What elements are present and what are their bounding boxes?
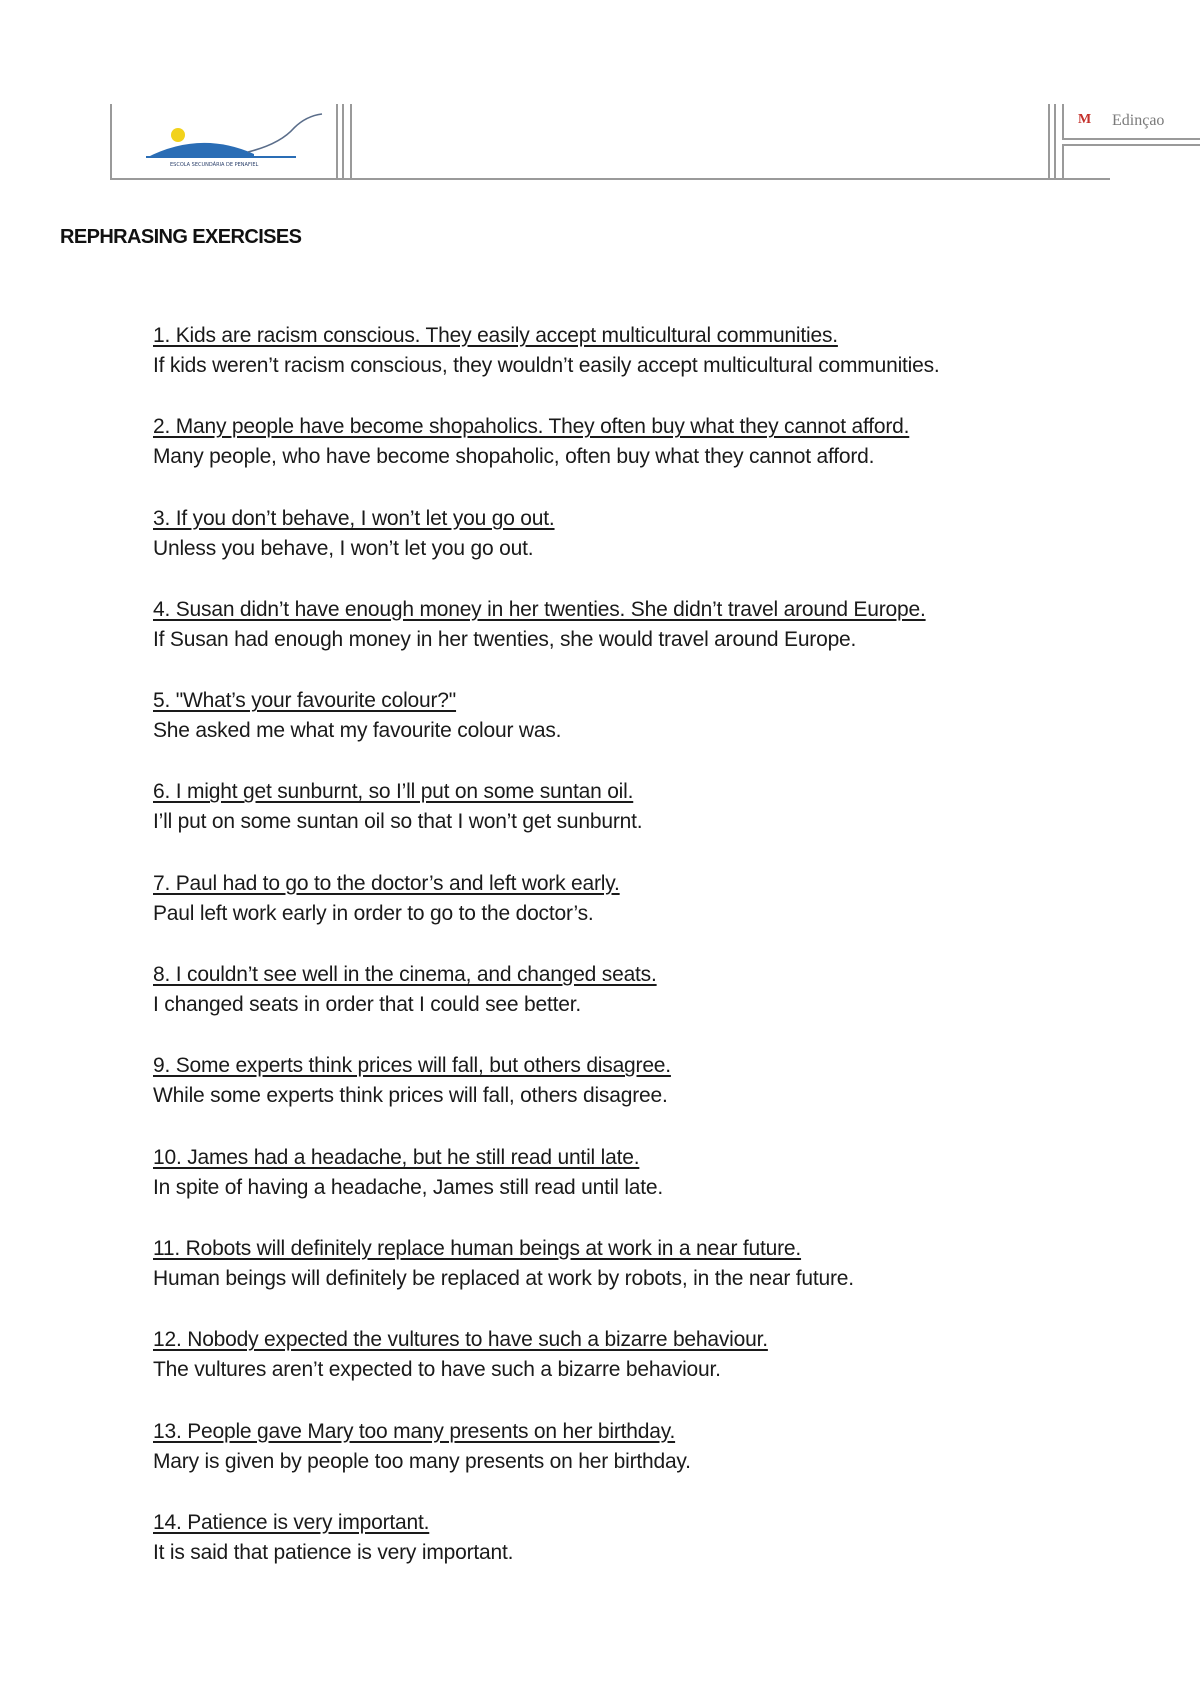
exercise-item (153, 504, 1153, 595)
header-title-cell (350, 104, 1056, 178)
header-table (110, 104, 1165, 180)
exercise-item (153, 1234, 1153, 1325)
exercise-answer: I changed seats in order that I could see better. (153, 993, 581, 1017)
exercise-answer: It is said that patience is very important. (153, 1540, 514, 1564)
exercise-prompt: 12. Nobody expected the vultures to have such a bizarre behaviour. (153, 1328, 768, 1352)
exercise-prompt: 2. Many people have become shopaholics. They often buy what they cannot afford. (153, 415, 910, 439)
exercise-answer: While some experts think prices will fall, others disagree. (153, 1084, 668, 1108)
exercise-answer: Paul left work early in order to go to the doctor’s. (153, 901, 594, 925)
exercise-item (153, 412, 1153, 503)
exercise-item (153, 1051, 1153, 1142)
exercise-item (153, 321, 1153, 412)
exercise-prompt: 1. Kids are racism conscious. They easily accept multicultural communities. (153, 324, 838, 347)
exercise-prompt: 10. James had a headache, but he still read until late. (153, 1145, 640, 1169)
publisher-name: Edinçao (1112, 112, 1165, 129)
exercise-item (153, 595, 1153, 686)
school-logo-cell (112, 104, 344, 178)
exercise-prompt: 6. I might get sunburnt, so I’ll put on some suntan oil. (153, 780, 634, 804)
exercise-prompt: 14. Patience is very important. (153, 1510, 430, 1534)
exercise-prompt: 8. I couldn’t see well in the cinema, and changed seats. (153, 963, 657, 987)
school-logo-icon (130, 110, 330, 174)
exercise-answer: If kids weren’t racism conscious, they wouldn’t easily accept multicultural communities. (153, 354, 940, 377)
exercise-answer: I’ll put on some suntan oil so that I won’t get sunburnt. (153, 810, 643, 834)
exercise-prompt: 9. Some experts think prices will fall, but others disagree. (153, 1054, 671, 1078)
publisher-mark: M (1078, 112, 1092, 127)
publisher-cell (1058, 104, 1200, 178)
school-logo-text: ESCOLA SECUNDÁRIA DE PENAFIEL (170, 162, 259, 168)
exercise-item (153, 869, 1153, 960)
exercise-answer: Unless you behave, I won’t let you go out. (153, 536, 534, 560)
exercise-prompt: 5. "What’s your favourite colour?" (153, 689, 457, 713)
exercise-prompt: 13. People gave Mary too many presents on her birthday. (153, 1419, 676, 1443)
exercise-item (153, 777, 1153, 868)
publisher-logo-box (1062, 104, 1200, 140)
exercise-item (153, 1143, 1153, 1234)
exercise-prompt: 11. Robots will definitely replace human beings at work in a near future. (153, 1236, 802, 1260)
exercise-item (153, 1325, 1153, 1416)
exercise-list (153, 321, 1153, 1599)
header-empty-cell (1062, 144, 1200, 178)
exercise-answer: In spite of having a headache, James still read until late. (153, 1175, 664, 1199)
exercise-answer: She asked me what my favourite colour was. (153, 719, 562, 743)
exercise-item (153, 1417, 1153, 1508)
exercise-answer: Human beings will definitely be replaced at work by robots, in the near future. (153, 1266, 854, 1290)
exercise-answer: Mary is given by people too many presents on her birthday. (153, 1449, 691, 1473)
exercise-item (153, 686, 1153, 777)
exercise-item (153, 960, 1153, 1051)
exercise-answer: If Susan had enough money in her twenties, she would travel around Europe. (153, 627, 857, 651)
exercise-answer: The vultures aren’t expected to have such a bizarre behaviour. (153, 1358, 721, 1382)
document-title: REPHRASING EXERCISES (60, 226, 302, 248)
exercise-item (153, 1508, 1153, 1599)
exercise-answer: Many people, who have become shopaholic, often buy what they cannot afford. (153, 445, 875, 469)
exercise-prompt: 7. Paul had to go to the doctor’s and left work early. (153, 871, 620, 895)
exercise-prompt: 4. Susan didn’t have enough money in her twenties. She didn’t travel around Europe. (153, 597, 926, 621)
exercise-prompt: 3. If you don’t behave, I won’t let you go out. (153, 506, 555, 530)
